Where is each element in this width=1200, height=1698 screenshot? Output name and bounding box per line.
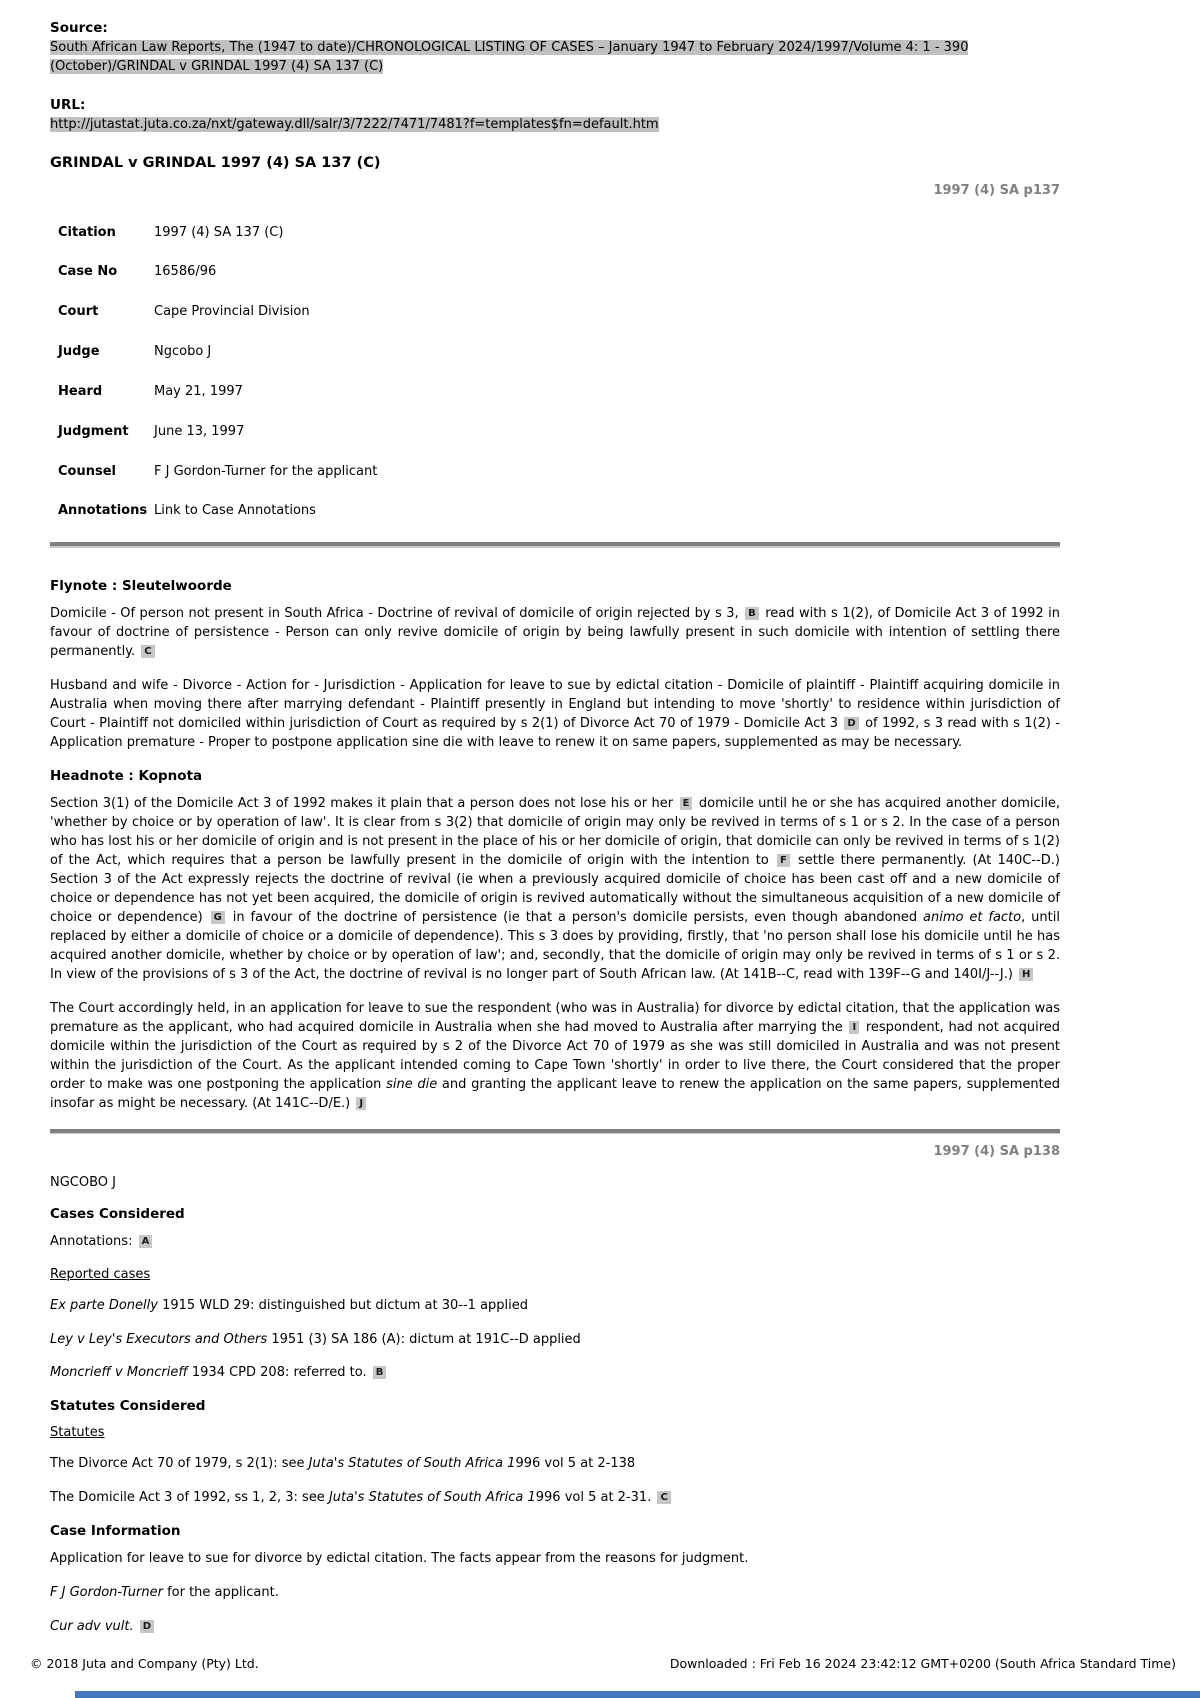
info-row-label: Heard	[58, 383, 103, 399]
text-run: Ley v Ley's Executors and Others	[50, 1331, 268, 1347]
info-row-counsel	[58, 463, 1060, 482]
info-row-case-no	[58, 263, 1060, 282]
case-information-lines	[50, 1550, 1060, 1637]
text-run: 1915 WLD 29: distinguished but dictum at 30--1 applied	[157, 1297, 529, 1313]
download-timestamp: Downloaded : Fri Feb 16 2024 23:42:12 GMT+0200 (South Africa Standard Time)	[669, 1656, 1176, 1671]
text-run: Juta's Statutes of South Africa 1	[328, 1490, 536, 1506]
text-run: , until replaced by either a domicile of choice or a domicile of dependence). This s 3 does by providing, firstly, that 'no person shall lose his domicile until he has acquired another domicile, whether by choice or by operation of law'; and, secondly, that the domicile of origin may only be revived in terms of s 1 or s 2. In view of the provisions of s 3 of the Act, the doctrine of revival is no longer part of South African law. (At 141B--C, read with 139F--G and 140I/J--J.)	[50, 909, 1060, 982]
case-information-line	[50, 1584, 1060, 1603]
source-path-text: South African Law Reports, The (1947 to date)/CHRONOLOGICAL LISTING OF CASES – January 1947 to February 2024/1997/Volume 4: 1 - 390 (October)/GRINDAL v GRINDAL 1997 (4) SA 137 (C)	[50, 40, 969, 74]
info-row-label: Annotations	[58, 503, 148, 519]
info-row-label: Case No	[58, 264, 118, 280]
source-line	[50, 39, 1060, 77]
reported-case	[50, 1297, 1060, 1316]
text-run: of 1992, s 3 read with s 1(2) - Application premature - Proper to postpone application sine die with leave to renew it on same papers, supplemented as may be necessary.	[50, 716, 1060, 751]
copyright-text: © 2018 Juta and Company (Pty) Ltd.	[30, 1656, 259, 1671]
page-reference-p137: 1997 (4) SA p137	[933, 182, 1060, 198]
section-divider-top	[50, 542, 1060, 548]
text-run: The Domicile Act 3 of 1992, ss 1, 2, 3: see	[50, 1490, 329, 1506]
info-row-heard	[58, 383, 1060, 402]
text-run: Moncrieff v Moncrieff	[50, 1365, 188, 1381]
marginal-letter-J: J	[356, 1097, 366, 1110]
info-row-value: 1997 (4) SA 137 (C)	[154, 224, 284, 240]
info-row-judge	[58, 343, 1060, 362]
text-run: Husband and wife - Divorce - Action for - Jurisdiction - Application for leave to sue by edictal citation - Domicile of plaintiff - Plaintiff acquiring domicile in Australia when moving there after marrying defendant - Plaintiff presently in England but intending to move 'shortly' to residence within jurisdiction of Court - Plaintiff not domiciled within jurisdiction of Court as required by s 2(1) of Divorce Act 70 of 1979 - Domicile Act 3	[50, 678, 1060, 732]
text-run: settle there permanently. (At 140C--D.) Section 3 of the Act expressly rejects the doctrine of revival (ie when a previously acquired domicile of choice has been cast off and a new domicile of choice or dependence has not yet been acquired, the domicile of origin is revived automatically without the simultaneous acquisition of a new domicile of choice or dependence)	[50, 852, 1060, 925]
judge-name: NGCOBO J	[50, 1174, 116, 1190]
info-row-value: 16586/96	[154, 264, 217, 280]
statute-line	[50, 1489, 1060, 1508]
case-information-line	[50, 1618, 1060, 1637]
page-footer	[30, 1656, 1176, 1671]
document-url[interactable]: http://jutastat.juta.co.za/nxt/gateway.dll/salr/3/7222/7471/7481?f=templates$fn=default.htm	[50, 116, 659, 132]
flynote-paragraph	[50, 677, 1060, 753]
reported-cases-list	[50, 1297, 1060, 1384]
text-run: 1934 CPD 208: referred to.	[187, 1365, 371, 1381]
text-run: 996 vol 5 at 2-31.	[535, 1490, 656, 1506]
reported-case	[50, 1364, 1060, 1383]
text-run: for the applicant.	[162, 1585, 279, 1601]
text-run	[134, 1619, 138, 1634]
marginal-letter-B: B	[373, 1366, 387, 1379]
info-row-citation	[58, 224, 1060, 243]
statutes-subheading: Statutes	[50, 1425, 105, 1441]
marginal-letter-I: I	[849, 1021, 859, 1034]
info-row-value: June 13, 1997	[154, 423, 245, 439]
text-run: Domicile - Of person not present in South Africa - Doctrine of revival of domicile of origin rejected by s 3,	[50, 606, 744, 622]
statutes-list	[50, 1455, 1060, 1508]
text-run: Juta's Statutes of South Africa 1	[308, 1456, 516, 1472]
marginal-letter-A: A	[139, 1235, 153, 1248]
marginal-letter-F: F	[777, 854, 790, 867]
marginal-letter-D: D	[140, 1620, 154, 1633]
info-row-label: Citation	[58, 224, 116, 240]
text-run: The Court accordingly held, in an application for leave to sue the respondent (who was in Australia) for divorce by edictal citation, that the application was premature as the applicant, who had acquired domicile in Australia when she had moved to Australia after marrying the	[50, 1000, 1060, 1035]
text-run: read with s 1(2), of Domicile Act 3 of 1992 in favour of doctrine of persistence - Person can only revive domicile of origin by being lawfully present in such domicile with intention of settling there permanently.	[50, 606, 1061, 660]
case-information-heading: Case Information	[50, 1523, 181, 1540]
marginal-letter-H: H	[1019, 968, 1033, 981]
reported-case	[50, 1331, 1060, 1350]
info-row-value: F J Gordon-Turner for the applicant	[154, 463, 378, 479]
info-row-value: Cape Provincial Division	[154, 304, 310, 320]
url-label: URL:	[50, 96, 86, 113]
case-info-table	[58, 224, 1060, 522]
text-run: respondent, had not acquired domicile within the jurisdiction of the Court as required by s 2 of the Divorce Act 70 of 1979 as she was still domiciled in Australia and was not present within the jurisdiction of the Court. As the applicant intended coming to Cape Town 'shortly' in order to live there, the Court considered that the proper order to make was one postponing the application	[50, 1019, 1060, 1092]
info-row-label: Judgment	[58, 423, 129, 439]
headnote-paragraph	[50, 1000, 1060, 1114]
text-run: Annotations:	[50, 1233, 137, 1249]
info-row-label: Counsel	[58, 463, 116, 479]
text-run: Application for leave to sue for divorce by edictal citation. The facts appear from the reasons for judgment.	[50, 1551, 749, 1567]
horizontal-scrollbar[interactable]	[75, 1691, 1200, 1698]
flynote-heading: Flynote : Sleutelwoorde	[50, 578, 232, 595]
text-run: 1951 (3) SA 186 (A): dictum at 191C--D applied	[267, 1331, 581, 1347]
marginal-letter-D: D	[844, 717, 858, 730]
text-run: Ex parte Donelly	[50, 1297, 158, 1313]
info-row-label: Court	[58, 304, 99, 320]
info-row-label: Judge	[58, 344, 100, 360]
section-divider-mid	[50, 1129, 1060, 1134]
headnote-paragraph	[50, 795, 1060, 985]
flynote-paragraph	[50, 605, 1060, 662]
info-row-annotations	[58, 502, 1060, 521]
marginal-letter-B: B	[745, 607, 759, 620]
info-row-judgment	[58, 423, 1060, 442]
text-run: F J Gordon-Turner	[50, 1585, 163, 1601]
headnote-paragraphs	[50, 795, 1060, 1114]
text-run: 996 vol 5 at 2-138	[515, 1456, 636, 1472]
text-run: domicile until he or she has acquired another domicile, 'whether by choice or by operation of law'. It is clear from s 3(2) that domicile of origin may only be revived in terms of s 1 or s 2. In the case of a person who has lost his or her domicile of origin and is not present in the place of his or her domicile of origin, that domicile can only be revived in terms of s 1(2) of the Act, which requires that a person be lawfully present in the domicile of origin with the intention to	[50, 796, 1061, 868]
info-row-value: May 21, 1997	[154, 383, 243, 399]
annotations-link[interactable]: Link to Case Annotations	[154, 503, 316, 519]
source-label: Source:	[50, 20, 108, 36]
text-run: and granting the applicant leave to renew the application on the same papers, supplemented insofar as might be necessary. (At 141C--D/E.)	[50, 1076, 1060, 1111]
text-run: Section 3(1) of the Domicile Act 3 of 1992 makes it plain that a person does not lose his or her	[50, 796, 678, 812]
reported-cases-heading: Reported cases	[50, 1266, 151, 1282]
flynote-paragraphs	[50, 605, 1060, 753]
page-reference-p138: 1997 (4) SA p138	[933, 1143, 1060, 1159]
marginal-letter-C: C	[141, 645, 154, 658]
text-run: sine die	[386, 1076, 438, 1092]
text-run: Cur adv vult.	[50, 1619, 134, 1635]
cases-considered-heading: Cases Considered	[50, 1205, 185, 1222]
statute-line	[50, 1455, 1060, 1474]
statutes-considered-heading: Statutes Considered	[50, 1398, 206, 1415]
url-line	[50, 116, 1060, 135]
info-row-value: Ngcobo J	[154, 344, 212, 360]
text-run: animo et facto	[923, 909, 1022, 925]
headnote-heading: Headnote : Kopnota	[50, 768, 203, 785]
marginal-letter-C: C	[657, 1491, 670, 1504]
text-run: The Divorce Act 70 of 1979, s 2(1): see	[50, 1456, 309, 1472]
case-information-line	[50, 1550, 1060, 1569]
text-run: in favour of the doctrine of persistence (ie that a person's domicile persists, even though abandoned	[226, 909, 923, 925]
annotations-line	[50, 1233, 1060, 1252]
marginal-letter-E: E	[680, 797, 693, 810]
case-title: GRINDAL v GRINDAL 1997 (4) SA 137 (C)	[50, 154, 381, 171]
info-row-court	[58, 303, 1060, 322]
marginal-letter-G: G	[211, 911, 225, 924]
